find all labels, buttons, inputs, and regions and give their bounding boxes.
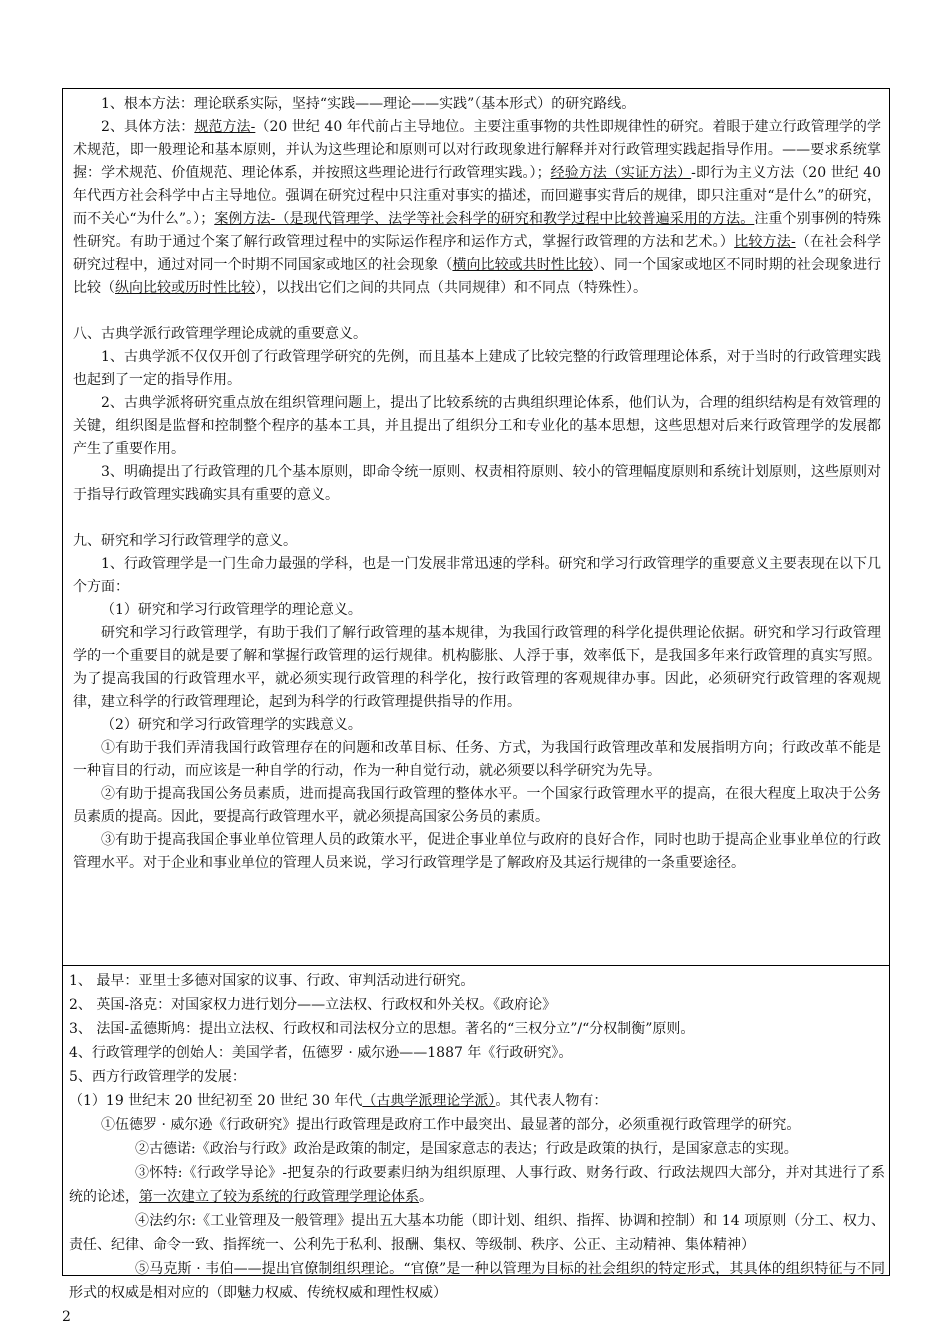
text-run: ），以找出它们之间的共同点（共同规律）和不同点（特殊性）。	[255, 280, 647, 296]
text-run: 2、具体方法：	[101, 119, 195, 135]
list-item: 2、 英国-洛克：对国家权力进行划分——立法权、行政权和外关权。《政府论》	[69, 997, 557, 1013]
list-item: ①伍德罗 · 威尔逊《行政研究》提出行政管理是政府工作中最突出、最显著的部分，必须重视行政管理学的研究。	[101, 1117, 801, 1133]
paragraph: 1、行政管理学是一门生命力最强的学科，也是一门发展非常迅速的学科。研究和学习行政管理学的重要意义主要表现在以下几个方面：	[73, 556, 881, 595]
section-heading: 八、古典学派行政管理学理论成就的重要意义。	[73, 326, 367, 342]
text-run: -即行为主义方法（20 世纪 40 年代西方社会科学中占主导地位。强调在研究过程中只注重对事实的描述，而回避事实背后的规律，即只注重对“是什么”的研究，而不关心“为什么”。）；	[73, 165, 882, 227]
list-item	[69, 1161, 885, 1209]
upper-cell	[63, 89, 889, 965]
subheading: （2）研究和学习行政管理学的实践意义。	[101, 717, 362, 733]
lower-cell	[63, 967, 889, 1301]
underlined-term: 经验方法（实证方法）	[550, 165, 692, 181]
text-run: （在社会科学研究过程中，通过对同一个时期不同国家或地区的社会现象（	[73, 234, 882, 273]
paragraph: ②有助于提高我国公务员素质，进而提高我国行政管理的整体水平。一个国家行政管理水平的提高，在很大程度上取决于公务员素质的提高。因此，要提高行政管理水平，就必须提高国家公务员的素质。	[73, 786, 881, 825]
list-item	[69, 1089, 885, 1113]
paragraph: 研究和学习行政管理学，有助于我们了解行政管理的基本规律，为我国行政管理的科学化提供理论依据。研究和学习行政管理学的一个重要目的就是要了解和掌握行政管理的运行规律。机构膨胀、人浮于事，效率低下，是我国多年来行政管理的真实写照。为了提高我国的行政管理水平，就必须实现行政管理的科学化，按行政管理的客观规律办事。因此，必须研究行政管理的客观规律，建立科学的行政管理理论，起到为科学的行政管理提供指导的作用。	[73, 625, 881, 710]
underlined-term: 纵向比较或历时性比较	[115, 280, 255, 296]
list-item: 4、行政管理学的创始人：美国学者，伍德罗 · 威尔逊——1887 年《行政研究》。	[69, 1045, 573, 1061]
paragraph: 2、古典学派将研究重点放在组织管理问题上，提出了比较系统的古典组织理论体系，他们认为，合理的组织结构是有效管理的关键，组织图是监督和控制整个程序的基本工具，并且提出了组织分工和专业化的基本思想，这些思想对后来行政管理学的发展都产生了重要作用。	[73, 395, 881, 457]
list-item: 3、 法国-孟德斯鸠：提出立法权、行政权和司法权分立的思想。著名的“三权分立”/“分权制衡”原则。	[69, 1021, 695, 1037]
list-item: ⑤马克斯 · 韦伯——提出官僚制组织理论。“官僚”是一种以管理为目标的社会组织的特定形式，其具体的组织特征与不同形式的权威是相对应的（即魅力权威、传统权威和理性权威）	[69, 1261, 885, 1301]
paragraph: 1、古典学派不仅仅开创了行政管理学研究的先例，而且基本上建成了比较完整的行政管理理论体系，对于当时的行政管理实践也起到了一定的指导作用。	[73, 349, 881, 388]
list-item: ②古德诺:《政治与行政》政治是政策的制定，是国家意志的表达；行政是政策的执行，是国家意志的实现。	[135, 1141, 798, 1157]
spacer	[73, 300, 881, 323]
paragraph: ③有助于提高我国企事业单位管理人员的政策水平，促进企事业单位与政府的良好合作，同时也助于提高企业事业单位的行政管理水平。对于企业和事业单位的管理人员来说，学习行政管理学是了解政府及其运行规律的一条重要途径。	[73, 832, 881, 871]
text-run: （20 世纪 40 年代前占主导地位。主要注重事物的共性即规律性的研究。着眼于建立行政管理学的学术规范，即一般理论和基本原则，并认为这些理论和原则可以对行政现象进行解释并对行政管理实践起指导作用。——要求系统掌握：学术规范、价值规范、理论体系，并按照这些理论进行行政管理实践。）；	[73, 119, 881, 181]
text-run: 。其代表人物有：	[495, 1093, 608, 1109]
subheading: （1）研究和学习行政管理学的理论意义。	[101, 602, 362, 618]
spacer	[73, 507, 881, 530]
list-item: 1、 最早：亚里士多德对国家的议事、行政、审判活动进行研究。	[69, 973, 475, 989]
list-item: ④法约尔:《工业管理及一般管理》提出五大基本功能（即计划、组织、指挥、协调和控制）和 14 项原则（分工、权力、责任、纪律、命令一致、指挥统一、公利先于私利、报酬、集权、等级制、秩序、公正、主动精神、集体精神）	[69, 1213, 885, 1253]
paragraph: ①有助于我们弄清我国行政管理存在的问题和改革目标、任务、方式，为我国行政管理改革和发展指明方向；行政改革不能是一种盲目的行动，而应该是一种自学的行动，作为一种自觉行动，就必须要以科学研究为先导。	[73, 740, 881, 779]
page-number: 2	[62, 1309, 71, 1325]
underlined-term: 规范方法-	[194, 119, 256, 135]
section-heading: 九、研究和学习行政管理学的意义。	[73, 533, 297, 549]
content-table	[62, 88, 890, 1301]
underlined-term: 比较方法-	[734, 234, 796, 250]
text-run: ）、同一个国家或地区不同时期的社会现象进行比较（	[73, 257, 882, 296]
underlined-term: （古典学派理论学派）	[362, 1093, 496, 1109]
underlined-term: 横向比较或共时性比较	[452, 257, 593, 273]
text-run: ③怀特:《行政学导论》-把复杂的行政要素归纳为组织原理、人事行政、财务行政、行政法规四大部分，并对其进行了系统的论述，	[69, 1165, 885, 1205]
text-run: 。	[419, 1189, 433, 1205]
underlined-term: 第一次建立了较为系统的行政管理学理论体系	[139, 1189, 419, 1205]
paragraph: 1、根本方法：理论联系实际，坚持“实践——理论——实践”（基本形式）的研究路线。	[101, 96, 636, 112]
list-item: 5、西方行政管理学的发展：	[69, 1069, 246, 1085]
underlined-term: 案例方法-（是现代管理学、法学等社会科学的研究和教学过程中比较普遍采用的方法。	[214, 211, 755, 227]
paragraph: 3、明确提出了行政管理的几个基本原则，即命令统一原则、权责相符原则、较小的管理幅度原则和系统计划原则，这些原则对于指导行政管理实践确实具有重要的意义。	[73, 464, 881, 503]
text-run: 注重个别事例的特殊性研究。有助于通过个案了解行政管理过程中的实际运作程序和运作方式，掌握行政管理的方法和艺术。）	[73, 211, 881, 250]
table-divider	[63, 965, 889, 966]
text-run: （1）19 世纪末 20 世纪初至 20 世纪 30 年代	[69, 1093, 363, 1109]
paragraph	[73, 116, 881, 300]
